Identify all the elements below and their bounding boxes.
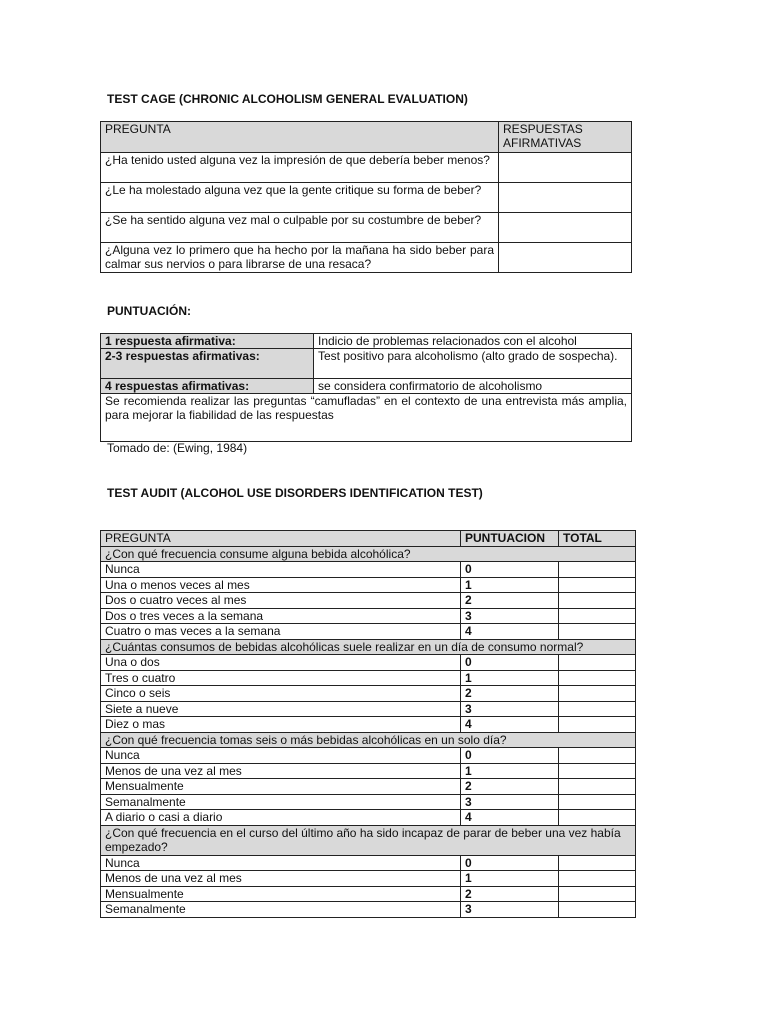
audit-option-label: Tres o cuatro — [101, 670, 461, 686]
puntuacion-value: se considera confirmatorio de alcoholismo — [314, 379, 632, 394]
audit-option-score: 3 — [461, 794, 559, 810]
audit-header-score: PUNTUACION — [461, 531, 559, 547]
audit-option-row — [101, 779, 636, 795]
audit-option-label: Cuatro o mas veces a la semana — [101, 624, 461, 640]
audit-option-row — [101, 763, 636, 779]
audit-option-score: 4 — [461, 624, 559, 640]
audit-option-label: Menos de una vez al mes — [101, 871, 461, 887]
puntuacion-title: PUNTUACIÓN: — [107, 304, 191, 318]
audit-option-label: Nunca — [101, 855, 461, 871]
audit-total-cell — [559, 670, 636, 686]
puntuacion-row — [101, 334, 632, 349]
audit-total-cell — [559, 855, 636, 871]
audit-option-score: 0 — [461, 655, 559, 671]
puntuacion-table — [100, 333, 632, 442]
audit-option-label: Semanalmente — [101, 794, 461, 810]
puntuacion-row — [101, 349, 632, 379]
audit-total-cell — [559, 562, 636, 578]
audit-option-label: Cinco o seis — [101, 686, 461, 702]
audit-option-row — [101, 624, 636, 640]
audit-option-label: Semanalmente — [101, 902, 461, 918]
audit-option-row — [101, 794, 636, 810]
cage-answer-cell — [499, 213, 632, 243]
cage-question: ¿Se ha sentido alguna vez mal o culpable por su costumbre de beber? — [101, 213, 499, 243]
audit-total-cell — [559, 871, 636, 887]
audit-question: ¿Con qué frecuencia en el curso del último año ha sido incapaz de parar de beber una vez había empezado? — [101, 825, 636, 855]
puntuacion-label: 1 respuesta afirmativa: — [101, 334, 314, 349]
audit-option-score: 3 — [461, 902, 559, 918]
audit-option-label: Diez o mas — [101, 717, 461, 733]
audit-option-label: Mensualmente — [101, 886, 461, 902]
audit-title: TEST AUDIT (ALCOHOL USE DISORDERS IDENTIFICATION TEST) — [107, 486, 483, 500]
cage-table — [100, 121, 632, 273]
puntuacion-note: Se recomienda realizar las preguntas “camufladas” en el contexto de una entrevista más amplia, para mejorar la fiabilidad de las respuestas — [101, 394, 632, 442]
audit-option-score: 3 — [461, 701, 559, 717]
audit-option-label: Mensualmente — [101, 779, 461, 795]
puntuacion-label: 2-3 respuestas afirmativas: — [101, 349, 314, 379]
puntuacion-label: 4 respuestas afirmativas: — [101, 379, 314, 394]
audit-total-cell — [559, 608, 636, 624]
audit-total-cell — [559, 577, 636, 593]
audit-question-row — [101, 546, 636, 562]
audit-total-cell — [559, 717, 636, 733]
audit-header-question: PREGUNTA — [101, 531, 461, 547]
audit-option-row — [101, 577, 636, 593]
audit-total-cell — [559, 686, 636, 702]
puntuacion-value: Test positivo para alcoholismo (alto grado de sospecha). — [314, 349, 632, 379]
cage-answer-cell — [499, 153, 632, 183]
audit-option-score: 1 — [461, 763, 559, 779]
cage-title: TEST CAGE (CHRONIC ALCOHOLISM GENERAL EVALUATION) — [107, 92, 468, 106]
audit-option-row — [101, 593, 636, 609]
audit-option-row — [101, 655, 636, 671]
audit-option-row — [101, 902, 636, 918]
audit-header-total: TOTAL — [559, 531, 636, 547]
audit-option-label: Una o dos — [101, 655, 461, 671]
audit-option-score: 1 — [461, 670, 559, 686]
audit-option-row — [101, 701, 636, 717]
audit-option-row — [101, 717, 636, 733]
audit-option-row — [101, 810, 636, 826]
audit-option-score: 2 — [461, 779, 559, 795]
audit-option-label: Nunca — [101, 562, 461, 578]
audit-question-row — [101, 639, 636, 655]
audit-option-score: 2 — [461, 886, 559, 902]
audit-total-cell — [559, 624, 636, 640]
puntuacion-row — [101, 379, 632, 394]
cage-header-answers: RESPUESTAS AFIRMATIVAS — [499, 122, 632, 153]
audit-total-cell — [559, 748, 636, 764]
audit-question-row — [101, 732, 636, 748]
puntuacion-value: Indicio de problemas relacionados con el alcohol — [314, 334, 632, 349]
audit-option-score: 4 — [461, 717, 559, 733]
audit-option-label: Siete a nueve — [101, 701, 461, 717]
audit-option-label: Nunca — [101, 748, 461, 764]
audit-option-label: Dos o cuatro veces al mes — [101, 593, 461, 609]
audit-total-cell — [559, 593, 636, 609]
audit-question-row — [101, 825, 636, 855]
audit-total-cell — [559, 701, 636, 717]
audit-option-row — [101, 886, 636, 902]
cage-answer-cell — [499, 243, 632, 273]
audit-question: ¿Con qué frecuencia consume alguna bebida alcohólica? — [101, 546, 636, 562]
audit-total-cell — [559, 794, 636, 810]
audit-option-row — [101, 748, 636, 764]
audit-option-row — [101, 871, 636, 887]
audit-header-row — [101, 531, 636, 547]
audit-option-row — [101, 855, 636, 871]
audit-option-label: Menos de una vez al mes — [101, 763, 461, 779]
audit-option-score: 3 — [461, 608, 559, 624]
cage-row — [101, 183, 632, 213]
cage-answer-cell — [499, 183, 632, 213]
audit-total-cell — [559, 810, 636, 826]
cage-row — [101, 153, 632, 183]
cage-question: ¿Ha tenido usted alguna vez la impresión de que debería beber menos? — [101, 153, 499, 183]
audit-option-score: 1 — [461, 577, 559, 593]
cage-question: ¿Le ha molestado alguna vez que la gente critique su forma de beber? — [101, 183, 499, 213]
cage-row — [101, 243, 632, 273]
audit-table — [100, 530, 636, 918]
audit-total-cell — [559, 655, 636, 671]
audit-option-score: 0 — [461, 748, 559, 764]
audit-option-score: 2 — [461, 593, 559, 609]
audit-option-row — [101, 608, 636, 624]
cage-row — [101, 213, 632, 243]
cage-question: ¿Alguna vez lo primero que ha hecho por la mañana ha sido beber para calmar sus nervios o para librarse de una resaca? — [101, 243, 499, 273]
audit-option-row — [101, 670, 636, 686]
audit-option-row — [101, 686, 636, 702]
audit-option-score: 0 — [461, 562, 559, 578]
puntuacion-source: Tomado de: (Ewing, 1984) — [107, 441, 248, 455]
audit-total-cell — [559, 779, 636, 795]
audit-option-score: 0 — [461, 855, 559, 871]
audit-total-cell — [559, 886, 636, 902]
audit-option-score: 4 — [461, 810, 559, 826]
puntuacion-note-row — [101, 394, 632, 442]
cage-header-question: PREGUNTA — [101, 122, 499, 153]
cage-header-row — [101, 122, 632, 153]
audit-option-label: Una o menos veces al mes — [101, 577, 461, 593]
audit-total-cell — [559, 902, 636, 918]
audit-total-cell — [559, 763, 636, 779]
audit-option-label: Dos o tres veces a la semana — [101, 608, 461, 624]
audit-question: ¿Cuántas consumos de bebidas alcohólicas suele realizar en un día de consumo normal? — [101, 639, 636, 655]
audit-option-label: A diario o casi a diario — [101, 810, 461, 826]
audit-option-score: 2 — [461, 686, 559, 702]
audit-option-score: 1 — [461, 871, 559, 887]
audit-question: ¿Con qué frecuencia tomas seis o más bebidas alcohólicas en un solo día? — [101, 732, 636, 748]
audit-option-row — [101, 562, 636, 578]
